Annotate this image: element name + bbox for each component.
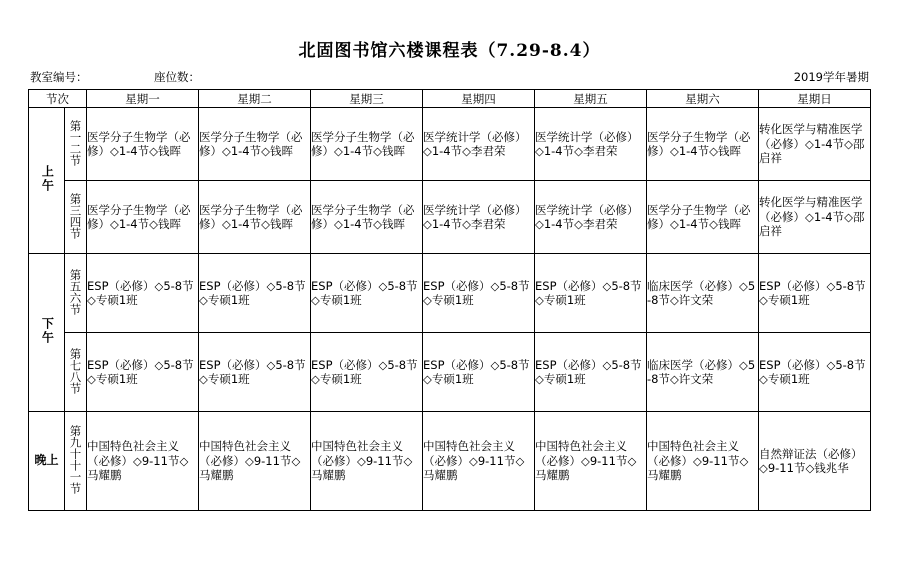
header-section: 节次: [29, 90, 87, 108]
class-cell: ESP（必修）◇5-8节◇专硕1班: [759, 333, 871, 412]
section-morning: 上午: [29, 108, 65, 254]
class-cell: 医学分子生物学（必修）◇1-4节◇钱晖: [647, 181, 759, 254]
room-number-label: 教室编号：: [30, 70, 88, 84]
class-cell: 医学分子生物学（必修）◇1-4节◇钱晖: [199, 181, 311, 254]
class-cell: 临床医学（必修）◇5-8节◇许文荣: [647, 254, 759, 333]
class-cell: ESP（必修）◇5-8节◇专硕1班: [311, 333, 423, 412]
class-cell: ESP（必修）◇5-8节◇专硕1班: [87, 254, 199, 333]
table-row: [29, 254, 871, 333]
section-evening: 晚上: [29, 412, 65, 511]
class-cell: 医学统计学（必修）◇1-4节◇李君荣: [423, 181, 535, 254]
period-1-2: 第一二节: [65, 108, 87, 181]
class-cell: 中国特色社会主义（必修）◇9-11节◇马耀鹏: [199, 412, 311, 511]
header-monday: 星期一: [87, 90, 199, 108]
period-9-11: 第九十十一节: [65, 412, 87, 511]
header-friday: 星期五: [535, 90, 647, 108]
class-cell: ESP（必修）◇5-8节◇专硕1班: [535, 254, 647, 333]
header-thursday: 星期四: [423, 90, 535, 108]
table-row: [29, 333, 871, 412]
period-3-4: 第三四节: [65, 181, 87, 254]
class-cell: ESP（必修）◇5-8节◇专硕1班: [759, 254, 871, 333]
table-row: [29, 181, 871, 254]
class-cell: 自然辩证法（必修）◇9-11节◇钱兆华: [759, 412, 871, 511]
period-5-6: 第五六节: [65, 254, 87, 333]
class-cell: 转化医学与精准医学（必修）◇1-4节◇邵启祥: [759, 108, 871, 181]
table-row: [29, 108, 871, 181]
table-row: [29, 412, 871, 511]
class-cell: ESP（必修）◇5-8节◇专硕1班: [87, 333, 199, 412]
period-7-8: 第七八节: [65, 333, 87, 412]
meta-row: [28, 69, 871, 87]
term-label: 2019学年暑期: [793, 70, 869, 84]
class-cell: 医学统计学（必修）◇1-4节◇李君荣: [535, 181, 647, 254]
class-cell: ESP（必修）◇5-8节◇专硕1班: [423, 254, 535, 333]
class-cell: 医学分子生物学（必修）◇1-4节◇钱晖: [87, 181, 199, 254]
section-afternoon: 下午: [29, 254, 65, 412]
class-cell: ESP（必修）◇5-8节◇专硕1班: [423, 333, 535, 412]
class-cell: 医学分子生物学（必修）◇1-4节◇钱晖: [311, 108, 423, 181]
class-cell: 中国特色社会主义（必修）◇9-11节◇马耀鹏: [311, 412, 423, 511]
class-cell: 临床医学（必修）◇5-8节◇许文荣: [647, 333, 759, 412]
class-cell: 医学分子生物学（必修）◇1-4节◇钱晖: [311, 181, 423, 254]
class-cell: ESP（必修）◇5-8节◇专硕1班: [535, 333, 647, 412]
class-cell: 转化医学与精准医学（必修）◇1-4节◇邵启祥: [759, 181, 871, 254]
class-cell: 中国特色社会主义（必修）◇9-11节◇马耀鹏: [535, 412, 647, 511]
class-cell: ESP（必修）◇5-8节◇专硕1班: [199, 254, 311, 333]
header-sunday: 星期日: [759, 90, 871, 108]
class-cell: ESP（必修）◇5-8节◇专硕1班: [311, 254, 423, 333]
class-cell: 中国特色社会主义（必修）◇9-11节◇马耀鹏: [87, 412, 199, 511]
class-cell: 中国特色社会主义（必修）◇9-11节◇马耀鹏: [423, 412, 535, 511]
header-wednesday: 星期三: [311, 90, 423, 108]
class-cell: 中国特色社会主义（必修）◇9-11节◇马耀鹏: [647, 412, 759, 511]
class-cell: 医学统计学（必修）◇1-4节◇李君荣: [423, 108, 535, 181]
table-header-row: [29, 90, 871, 108]
header-saturday: 星期六: [647, 90, 759, 108]
seat-count-label: 座位数：: [154, 70, 200, 84]
class-cell: 医学分子生物学（必修）◇1-4节◇钱晖: [87, 108, 199, 181]
schedule-table: [28, 89, 871, 511]
class-cell: 医学分子生物学（必修）◇1-4节◇钱晖: [647, 108, 759, 181]
header-tuesday: 星期二: [199, 90, 311, 108]
class-cell: 医学分子生物学（必修）◇1-4节◇钱晖: [199, 108, 311, 181]
class-cell: 医学统计学（必修）◇1-4节◇李君荣: [535, 108, 647, 181]
class-cell: ESP（必修）◇5-8节◇专硕1班: [199, 333, 311, 412]
page-title: 北固图书馆六楼课程表（7.29-8.4）: [298, 41, 601, 61]
